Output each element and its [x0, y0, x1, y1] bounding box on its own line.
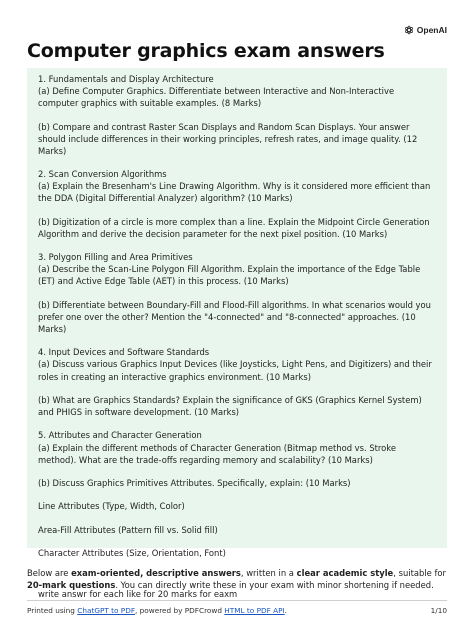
footer-credit — [27, 606, 287, 615]
page-indicator: 1/10 — [430, 606, 447, 615]
prompt-line: Character Attributes (Size, Orientation, Font) — [38, 548, 226, 559]
prompt-paragraph — [38, 429, 436, 465]
prompt-line: 3. Polygon Filling and Area Primitives — [38, 252, 193, 263]
answer-intro-text: , suitable for — [393, 568, 446, 578]
prompt-line: (b) Compare and contrast Raster Scan Displays and Random Scan Displays. Your answer should include differences in their working principles, refresh rates, and image quality. (12 Marks) — [38, 121, 418, 156]
prompt-paragraph — [38, 251, 436, 287]
prompt-line: (a) Discuss various Graphics Input Devices (like Joysticks, Light Pens, and Digitizers) and their roles in creating an interactive graphics environment. (10 Marks) — [38, 359, 432, 382]
prompt-paragraph — [38, 299, 436, 335]
footer-period: . — [284, 606, 287, 615]
prompt-paragraph — [38, 394, 436, 418]
prompt-line: (a) Explain the Bresenham's Line Drawing Algorithm. Why is it considered more efficient than the DDA (Digital Differential Analyzer) algorithm? (10 Marks) — [38, 181, 431, 204]
prompt-line: 2. Scan Conversion Algorithms — [38, 169, 167, 180]
prompt-paragraph — [38, 121, 436, 157]
prompt-line: Line Attributes (Type, Width, Color) — [38, 501, 185, 512]
openai-logo-icon — [404, 25, 414, 35]
prompt-paragraph — [38, 216, 436, 240]
footer-powered-by: , powered by PDFCrowd — [135, 606, 225, 615]
prompt-line: (b) What are Graphics Standards? Explain the significance of GKS (Graphics Kernel System) and PHIGS in software development. (10 Marks) — [38, 394, 422, 418]
prompt-paragraph — [38, 500, 436, 512]
footer-printed-using: Printed using — [27, 606, 78, 615]
answer-intro-emphasis: clear academic style — [296, 568, 394, 578]
prompt-paragraph — [38, 168, 436, 204]
prompt-closing: write answr for each like for 20 marks for eaxm — [38, 589, 238, 600]
answer-intro-text: Below are — [27, 568, 72, 578]
brand-name: OpenAI — [416, 25, 447, 35]
answer-intro-emphasis: 20-mark questions — [27, 580, 116, 591]
prompt-paragraph — [38, 547, 436, 559]
prompt-line: 4. Input Devices and Software Standards — [38, 347, 210, 358]
prompt-line: 5. Attributes and Character Generation — [38, 430, 202, 441]
prompt-line: (a) Define Computer Graphics. Differentiate between Interactive and Non-Interactive computer graphics with suitable examples. (8 Marks) — [38, 86, 395, 109]
footer-divider — [27, 600, 447, 601]
prompt-line: (a) Explain the different methods of Character Generation (Bitmap method vs. Stroke method). What are the trade-offs regarding memory and scalability? (10 Marks) — [38, 442, 397, 465]
page-title: Computer graphics exam answers — [27, 40, 385, 62]
answer-intro-emphasis: exam-oriented, descriptive answers — [71, 568, 241, 578]
openai-brand — [404, 25, 447, 35]
html-to-pdf-api-link[interactable]: HTML to PDF API — [224, 606, 285, 615]
prompt-line: (a) Describe the Scan-Line Polygon Fill Algorithm. Explain the importance of the Edge Table (ET) and Active Edge Table (AET) in this process. (10 Marks) — [38, 264, 421, 287]
prompt-paragraph — [38, 477, 436, 489]
prompt-paragraph — [38, 524, 436, 536]
prompt-paragraphs — [38, 73, 436, 559]
prompt-line: (b) Differentiate between Boundary-Fill and Flood-Fill algorithms. In what scenarios would you prefer one over the other? Mention the "4-connected" and "8-connected" approaches. (10 Marks) — [38, 299, 431, 334]
prompt-line: (b) Discuss Graphics Primitives Attributes. Specifically, explain: (10 Marks) — [38, 478, 351, 489]
prompt-line: 1. Fundamentals and Display Architecture — [38, 74, 214, 84]
prompt-line: (b) Digitization of a circle is more complex than a line. Explain the Midpoint Circle Generation Algorithm and derive the decision parameter for the next pixel position. (10 Marks) — [38, 216, 430, 239]
prompt-line: Area-Fill Attributes (Pattern fill vs. Solid fill) — [38, 524, 218, 535]
prompt-paragraph — [38, 73, 436, 109]
answer-intro-text: , written in a — [240, 568, 297, 578]
page-footer — [27, 606, 447, 615]
answer-intro-text: . You can directly write these in your exam with minor shortening if needed. — [115, 580, 434, 591]
chatgpt-to-pdf-link[interactable]: ChatGPT to PDF — [77, 606, 136, 615]
answer-intro — [27, 567, 447, 591]
prompt-paragraph — [38, 346, 436, 382]
